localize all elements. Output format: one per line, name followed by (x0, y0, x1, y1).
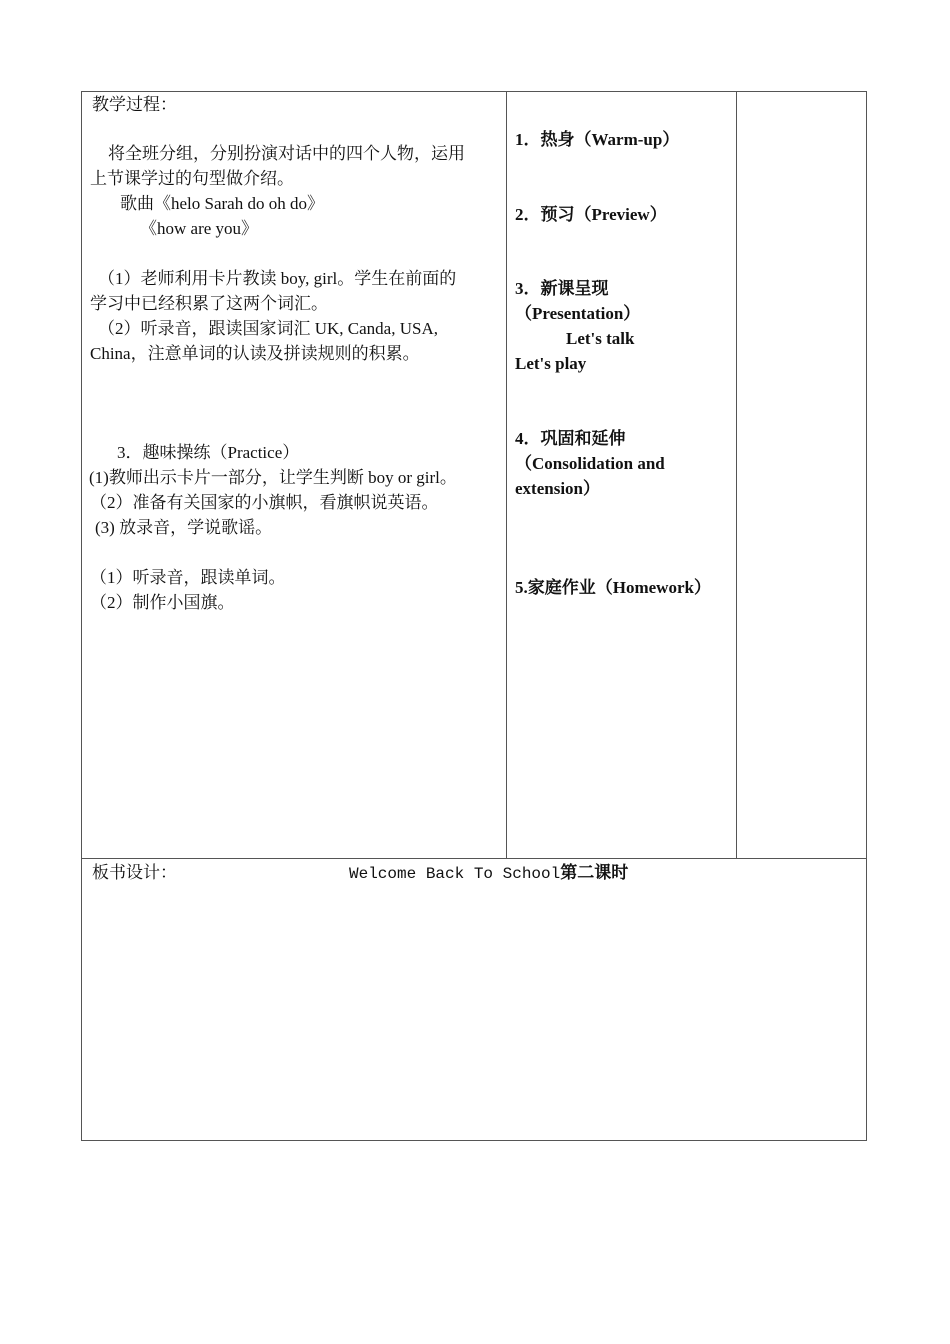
column-divider-left (506, 91, 507, 858)
song-line-1: 歌曲《helo Sarah do oh do》 (120, 194, 324, 213)
stage-consolidation-title: 4．巩固和延伸 (515, 429, 626, 448)
table-border (81, 91, 867, 1141)
board-title-english: Welcome Back To School (349, 865, 561, 883)
practice-item-2: （2）准备有关国家的小旗帜，看旗帜说英语。 (90, 493, 439, 512)
song-line-2: 《how are you》 (140, 219, 259, 238)
board-design-label: 板书设计： (92, 863, 177, 882)
step-2-line-1: （2）听录音，跟读国家词汇 UK, Canda, USA, (98, 319, 438, 338)
stage-consolidation-en-2: extension） (515, 479, 600, 498)
board-title-chinese: 第二课时 (560, 863, 629, 882)
lesson-plan-table (81, 91, 867, 1141)
board-design-title (349, 860, 628, 887)
teaching-process-heading: 教学过程： (92, 95, 177, 114)
homework-item-1: （1）听录音，跟读单词。 (90, 568, 286, 587)
practice-item-3: (3) 放录音，学说歌谣。 (95, 518, 273, 537)
stage-lets-talk: Let's talk (566, 329, 635, 348)
column-divider-right (736, 91, 737, 858)
stage-presentation-title: 3．新课呈现 (515, 279, 609, 298)
row-divider (81, 858, 867, 859)
homework-item-2: （2）制作小国旗。 (90, 593, 235, 612)
intro-line-1: 将全班分组，分别扮演对话中的四个人物，运用 (108, 144, 465, 163)
stage-presentation-en: （Presentation） (515, 304, 641, 323)
intro-line-2: 上节课学过的句型做介绍。 (90, 169, 294, 188)
practice-item-1: (1)教师出示卡片一部分，让学生判断 boy or girl。 (89, 468, 457, 487)
stage-homework: 5.家庭作业（Homework） (515, 578, 711, 597)
step-2-line-2: China，注意单词的认读及拼读规则的积累。 (90, 344, 420, 363)
practice-title: 3．趣味操练（Practice） (117, 443, 300, 462)
stage-preview: 2．预习（Preview） (515, 205, 667, 224)
stage-warm-up: 1．热身（Warm-up） (515, 130, 680, 149)
step-1-line-1: （1）老师利用卡片教读 boy, girl。学生在前面的 (98, 269, 457, 288)
stage-lets-play: Let's play (515, 354, 587, 373)
stage-consolidation-en-1: （Consolidation and (515, 454, 665, 473)
step-1-line-2: 学习中已经积累了这两个词汇。 (90, 294, 328, 313)
